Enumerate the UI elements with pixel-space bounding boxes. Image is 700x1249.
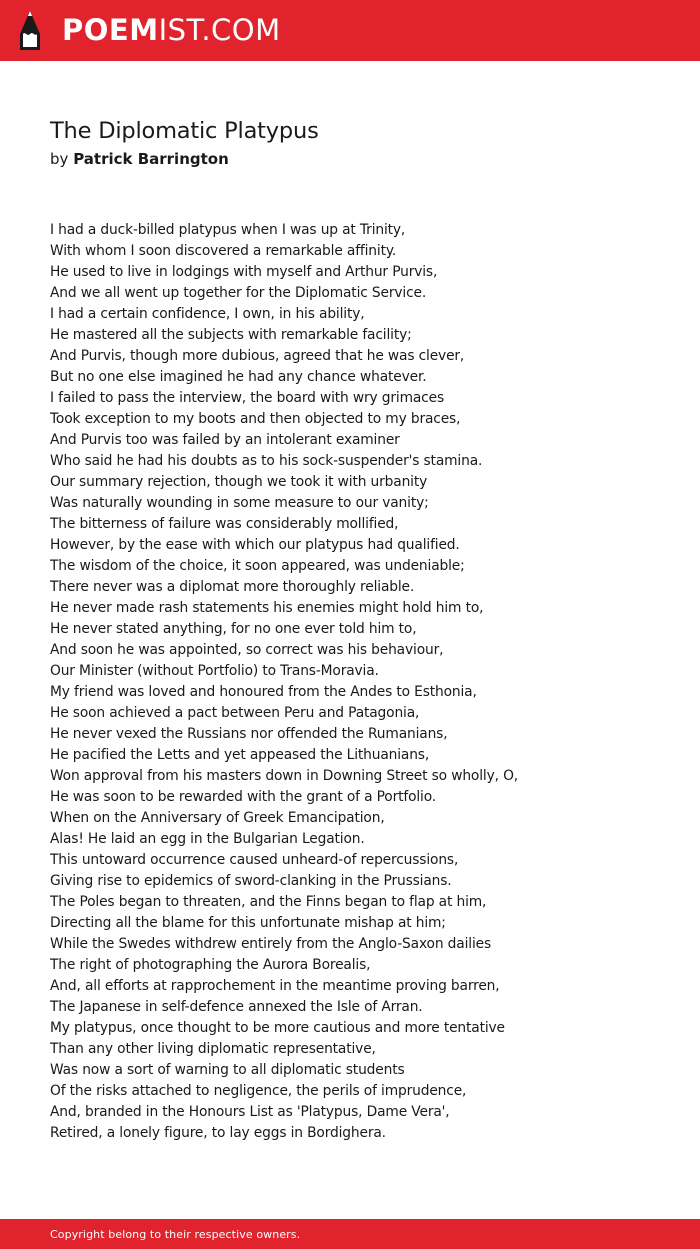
poem-title: The Diplomatic Platypus [50,118,319,144]
poem-line: And Purvis too was failed by an intolerant examiner [50,432,400,448]
logo-bold-text: POEM [62,13,159,47]
poem-line: Was naturally wounding in some measure to our vanity; [50,495,429,511]
site-logo[interactable] [62,13,281,47]
poem-lines [50,220,670,1144]
poem-line: Retired, a lonely figure, to lay eggs in Bordighera. [50,1125,386,1141]
poem-line: I had a duck-billed platypus when I was up at Trinity, [50,222,406,238]
poem-line: However, by the ease with which our platypus had qualified. [50,537,460,553]
pencil-tip-icon[interactable] [17,10,43,52]
poem-byline [50,148,670,170]
logo-light-text: IST.COM [158,13,281,47]
poem-line: He pacified the Letts and yet appeased the Lithuanians, [50,747,430,763]
poem-line: Of the risks attached to negligence, the perils of imprudence, [50,1083,467,1099]
poem-line: Our Minister (without Portfolio) to Trans-Moravia. [50,663,379,679]
poem-line: My friend was loved and honoured from the Andes to Esthonia, [50,684,477,700]
poem-line: And Purvis, though more dubious, agreed that he was clever, [50,348,465,364]
poem-author: Patrick Barrington [73,150,229,168]
poem-line: He mastered all the subjects with remarkable facility; [50,327,412,343]
poem-content [50,116,670,1144]
site-header [0,0,700,61]
poem-line: He soon achieved a pact between Peru and Patagonia, [50,705,420,721]
poem-line: While the Swedes withdrew entirely from the Anglo-Saxon dailies [50,936,492,952]
poem-line: He never stated anything, for no one ever told him to, [50,621,417,637]
poem-line: Alas! He laid an egg in the Bulgarian Legation. [50,831,365,847]
poem-line: When on the Anniversary of Greek Emancipation, [50,810,385,826]
poem-line: The wisdom of the choice, it soon appeared, was undeniable; [50,558,465,574]
poem-line: The right of photographing the Aurora Borealis, [50,957,371,973]
poem-line: He used to live in lodgings with myself and Arthur Purvis, [50,264,438,280]
poem-line: The Poles began to threaten, and the Finns began to flap at him, [50,894,487,910]
poem-line: With whom I soon discovered a remarkable affinity. [50,243,397,259]
site-footer [0,1219,700,1249]
poem-line: I failed to pass the interview, the board with wry grimaces [50,390,444,406]
poem-line: This untoward occurrence caused unheard-of repercussions, [50,852,459,868]
poem-line: And soon he was appointed, so correct was his behaviour, [50,642,444,658]
poem-line: He never vexed the Russians nor offended the Rumanians, [50,726,448,742]
poem-line: Giving rise to epidemics of sword-clanking in the Prussians. [50,873,452,889]
by-label: by [50,150,69,168]
poem-line: And we all went up together for the Diplomatic Service. [50,285,427,301]
poem-line: Was now a sort of warning to all diplomatic students [50,1062,405,1078]
poem-line: There never was a diplomat more thoroughly reliable. [50,579,415,595]
poem-line: Directing all the blame for this unfortunate mishap at him; [50,915,446,931]
poem-line: And, branded in the Honours List as 'Platypus, Dame Vera', [50,1104,450,1120]
poem-line: The Japanese in self-defence annexed the Isle of Arran. [50,999,423,1015]
poem-line: Our summary rejection, though we took it with urbanity [50,474,428,490]
poem-line: He was soon to be rewarded with the grant of a Portfolio. [50,789,437,805]
poem-line: The bitterness of failure was considerably mollified, [50,516,399,532]
poem-line: Who said he had his doubts as to his sock-suspender's stamina. [50,453,483,469]
poem-line: Took exception to my boots and then objected to my braces, [50,411,461,427]
poem-line: But no one else imagined he had any chance whatever. [50,369,427,385]
poem-line: And, all efforts at rapprochement in the meantime proving barren, [50,978,500,994]
copyright-notice: Copyright belong to their respective owners. [50,1227,301,1241]
poem-line: Than any other living diplomatic representative, [50,1041,376,1057]
poem-line: Won approval from his masters down in Downing Street so wholly, O, [50,768,519,784]
poem-line: My platypus, once thought to be more cautious and more tentative [50,1020,505,1036]
poem-line: I had a certain confidence, I own, in his ability, [50,306,365,322]
poem-line: He never made rash statements his enemies might hold him to, [50,600,484,616]
